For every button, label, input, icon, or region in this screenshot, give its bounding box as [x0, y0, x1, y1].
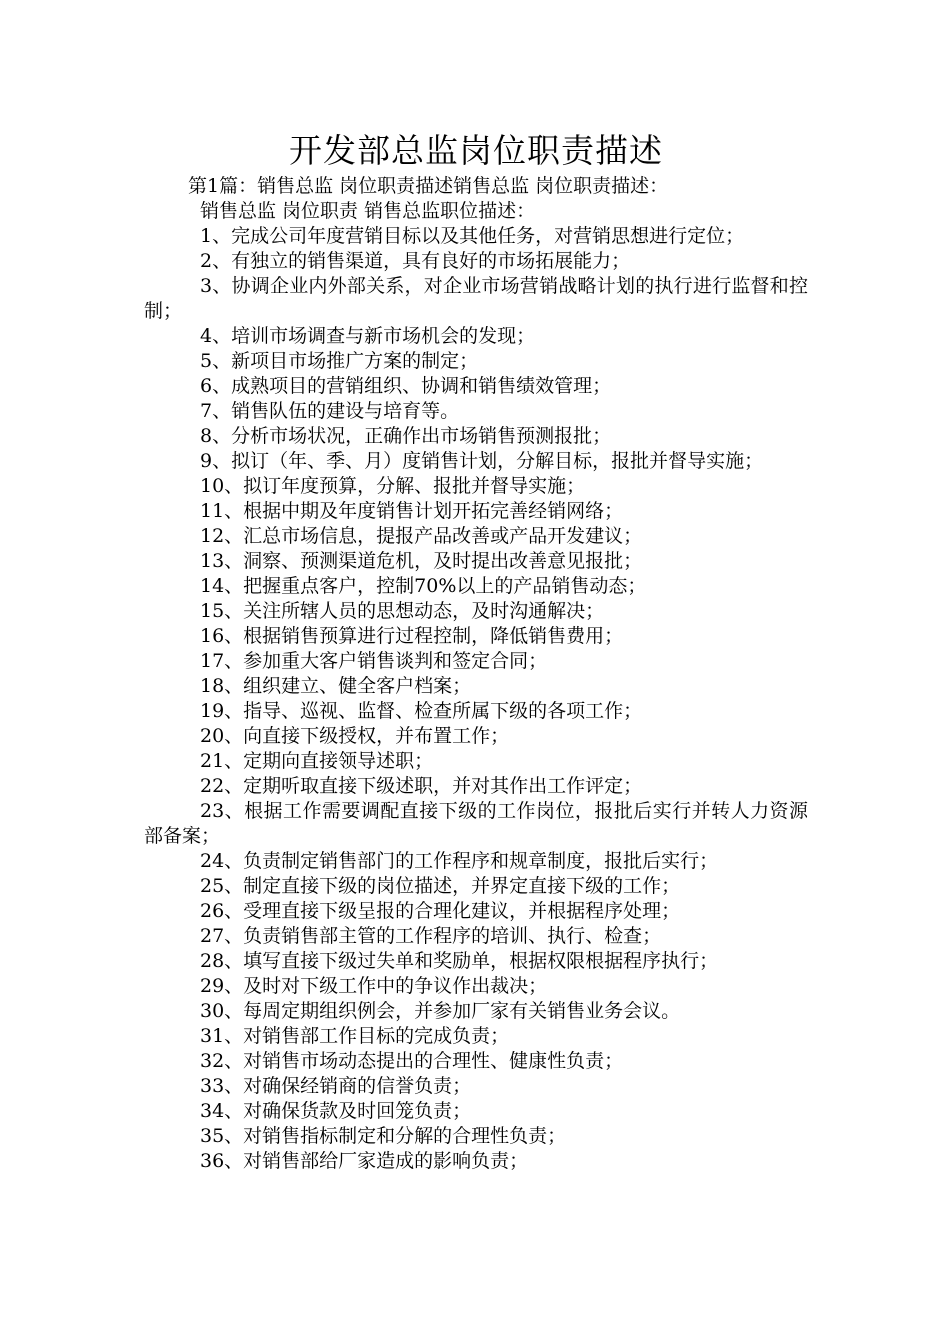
duty-item: 23、根据工作需要调配直接下级的工作岗位，报批后实行并转人力资源部备案；: [144, 800, 808, 847]
duty-item: 14、把握重点客户，控制70%以上的产品销售动态；: [200, 575, 647, 597]
duty-item: 34、对确保货款及时回笼负责；: [200, 1100, 472, 1122]
duty-item: 29、及时对下级工作中的争议作出裁决；: [200, 975, 548, 997]
section-heading: 销售总监 岗位职责 销售总监职位描述：: [200, 200, 536, 222]
duty-item: 17、参加重大客户销售谈判和签定合同；: [200, 650, 548, 672]
duty-item: 2、有独立的销售渠道，具有良好的市场拓展能力；: [200, 250, 631, 272]
duty-item: 36、对销售部给厂家造成的影响负责；: [200, 1150, 529, 1172]
duty-item: 13、洞察、预测渠道危机，及时提出改善意见报批；: [200, 550, 643, 572]
duty-list: [144, 224, 808, 1174]
duty-item: 19、指导、巡视、监督、检查所属下级的各项工作；: [200, 700, 643, 722]
document-title: 开发部总监岗位职责描述: [289, 131, 663, 170]
duty-item: 12、汇总市场信息，提报产品改善或产品开发建议；: [200, 525, 643, 547]
duty-item: 31、对销售部工作目标的完成负责；: [200, 1025, 510, 1047]
duty-item: 15、关注所辖人员的思想动态，及时沟通解决；: [200, 600, 605, 622]
document-page: [144, 128, 808, 1174]
duty-item: 33、对确保经销商的信誉负责；: [200, 1075, 472, 1097]
duty-item: 20、向直接下级授权，并布置工作；: [200, 725, 510, 747]
duty-item: 4、培训市场调查与新市场机会的发现；: [200, 325, 536, 347]
duty-item: 25、制定直接下级的岗位描述，并界定直接下级的工作；: [200, 875, 681, 897]
duty-item: 24、负责制定销售部门的工作程序和规章制度，报批后实行；: [200, 850, 719, 872]
duty-item: 11、根据中期及年度销售计划开拓完善经销网络；: [200, 500, 624, 522]
duty-item: 5、新项目市场推广方案的制定；: [200, 350, 479, 372]
duty-item: 22、定期听取直接下级述职，并对其作出工作评定；: [200, 775, 643, 797]
duty-item: 28、填写直接下级过失单和奖励单，根据权限根据程序执行；: [200, 950, 719, 972]
duty-item: 35、对销售指标制定和分解的合理性负责；: [200, 1125, 567, 1147]
duty-item: 6、成熟项目的营销组织、协调和销售绩效管理；: [200, 375, 612, 397]
duty-item: 18、组织建立、健全客户档案；: [200, 675, 472, 697]
duty-item: 8、分析市场状况，正确作出市场销售预测报批；: [200, 425, 612, 447]
duty-item: 9、拟订（年、季、月）度销售计划，分解目标，报批并督导实施；: [200, 450, 764, 472]
duty-item: 3、协调企业内外部关系，对企业市场营销战略计划的执行进行监督和控制；: [144, 275, 808, 322]
duty-item: 21、定期向直接领导述职；: [200, 750, 434, 772]
duty-item: 16、根据销售预算进行过程控制，降低销售费用；: [200, 625, 624, 647]
duty-item: 30、每周定期组织例会，并参加厂家有关销售业务会议。: [200, 1000, 681, 1022]
duty-item: 7、销售队伍的建设与培育等。: [200, 400, 460, 422]
document-subtitle: 第1篇：销售总监 岗位职责描述销售总监 岗位职责描述：: [188, 175, 669, 197]
duty-item: 26、受理直接下级呈报的合理化建议，并根据程序处理；: [200, 900, 681, 922]
duty-item: 32、对销售市场动态提出的合理性、健康性负责；: [200, 1050, 624, 1072]
duty-item: 27、负责销售部主管的工作程序的培训、执行、检查；: [200, 925, 662, 947]
duty-item: 10、拟订年度预算，分解、报批并督导实施；: [200, 475, 586, 497]
duty-item: 1、完成公司年度营销目标以及其他任务，对营销思想进行定位；: [200, 225, 745, 247]
